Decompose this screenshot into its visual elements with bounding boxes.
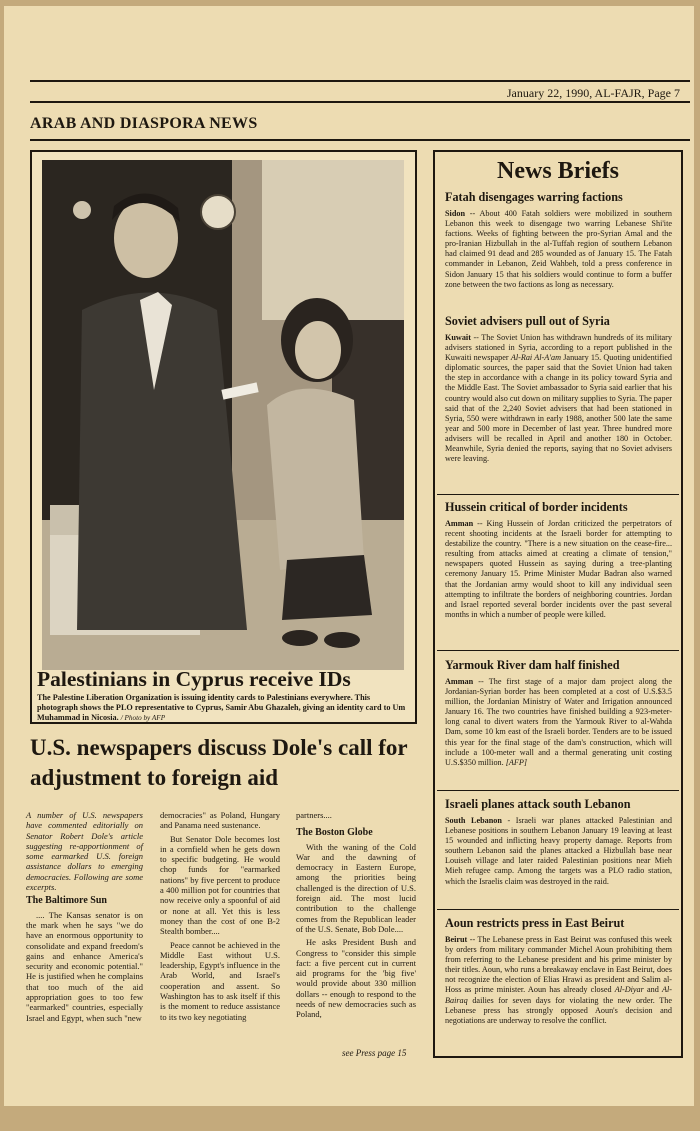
header-rule-bottom [30, 139, 690, 141]
brief-item [445, 190, 672, 290]
photo-story-box [30, 150, 417, 724]
brief-separator [437, 790, 679, 791]
paragraph: Peace cannot be achieved in the Middle East without U.S. leadership, Egypt's influence in the Arab World, and Israel's cooperation and assent. So Washington has to ask itself if this is the moment to reduce assistance to its two key negotiating [160, 939, 280, 1022]
brief-separator [437, 909, 679, 910]
brief-text: Sidon -- About 400 Fatah soldiers were mobilized in southern Lebanon this week to disengage two warring Lebanese Shi'ite factions. Weeks of fighting between the pro-Syrian Amal and the pro-Iranian Hizbullah in the al-Tuffah region of southern Lebanon had claimed 91 dead and 285 wounded as of January 15. The Fatah commander in Lebanon, Zeid Wahbeh, told a press conference in Sidon January 15 that his soldiers would continue to form a buffer zone between the two factions as long as necessary. [445, 209, 672, 289]
photo-headline: Palestinians in Cyprus receive IDs [37, 667, 351, 691]
main-headline: U.S. newspapers discuss Dole's call for adjustment to foreign aid [30, 735, 408, 790]
paragraph: partners.... [296, 810, 332, 820]
brief-heading: Hussein critical of border incidents [445, 500, 628, 514]
subhead-baltimore-sun: The Baltimore Sun [26, 895, 107, 907]
brief-text: Amman -- King Hussein of Jordan criticized the perpetrators of recent shooting incidents at the Israeli border for attempting to destabilize the country. "There is a new situation on the cease-fire... resulting from attacks aimed at creating a climate of tension," newspapers quoted Hussein as saying during a tree-planting ceremony January 15. Prime Minister Mudar Badran also warned that the Jordanian army would shoot to kill any individual seen attempting to infiltrate the borders of neighboring countries. Jordan and Israel reported several border incidents over the past several months in which a number of people were killed. [445, 519, 672, 619]
brief-item [445, 797, 672, 887]
paragraph: democracies" as Poland, Hungary and Panama need sustenance. [160, 810, 280, 831]
header-rule-top [30, 80, 690, 82]
paragraph: With the waning of the Cold War and the dawning of democracy in Eastern Europe, among the priorities being challenged is the direction of U.S. foreign aid. The most lucid contribution to the challenge comes from the Republican leader of the U.S. Senate, Bob Dole.... [296, 841, 416, 934]
news-briefs-box [433, 150, 683, 1058]
photo-credit: / Photo by AFP [120, 714, 166, 722]
brief-text: Kuwait -- The Soviet Union has withdrawn hundreds of its military advisers stationed in Syria, according to a report published in the Kuwaiti newspaper Al-Rai Al-A'am January 15. Quoting unidentified diplomatic sources, the paper said that the Soviet Union had taken the step in accordance with a change in its policy toward Syria and the Middle East. The Soviet ambassador to Syria said earlier that his country would also cut down on military supplies to Syria. The paper said that of the 2,240 Soviet advisers that had been stationed in Syria, 550 were withdrawn in early 1988, another 500 late the same year and 500 more in December of last year. Three hundred more advisers will be recalled in April and another 180 in October. Meanwhile, Syria denied the reports, saying that no Soviet advisers were leaving. [445, 333, 672, 464]
brief-item [445, 500, 672, 620]
brief-item [445, 658, 672, 768]
brief-text: Beirut -- The Lebanese press in East Beirut was confused this week by orders from military commander Michel Aoun prohibiting them from referring to the Lebanese president and his prime minister by their titles. Aoun, who runs a breakaway enclave in East Beirut, does not recognize the election of Elias Hrawi as president and Salim al-Hoss as prime minister. Aoun has already closed Al-Diyar and Al-Bairaq dailies for seven days for violating the new order. The Lebanese press has strongly opposed Aoun's decision and negotiations are underway to resolve the conflict. [445, 935, 672, 1025]
dateline: January 22, 1990, AL-FAJR, Page 7 [506, 86, 680, 100]
column-3 [296, 810, 416, 1023]
brief-heading: Aoun restricts press in East Beirut [445, 916, 625, 930]
brief-heading: Israeli planes attack south Lebanon [445, 797, 631, 811]
paragraph: He asks President Bush and Congress to "consider this simple fact: a five percent cut in current aid programs for the 'big five' would provide about 330 million dollars -- enough to respond to the needs of new democracies such as Poland, [296, 937, 416, 1020]
brief-heading: Yarmouk River dam half finished [445, 658, 620, 672]
brief-separator [437, 650, 679, 651]
paragraph: But Senator Dole becomes lost in a cornfield when he gets down to specific budgeting. He would chop funds for "earmarked nations" by five percent to produce a 400 million pot for countries that now receive only a spoonful of aid or none at all. Yet this is less money than the cost of one B-2 Stealth bomber.... [160, 833, 280, 937]
section-title: ARAB AND DIASPORA NEWS [30, 115, 258, 132]
brief-text: Amman -- The first stage of a major dam project along the Jordanian-Syrian border has been completed at a cost of U.S.$3.5 million, the Jordanian Ministry of Water and Irrigation announced January 16. The two countries have finished building a 923-meter-long canal to divert waters from the Yarmouk River to al-Wahda Dam, some 10 km east of the Israeli border. Tenders are to be issued this year for the final stage of the dam's construction, which will include a 100-meter wall and a thermal generating unit costing U.S.$350 million. [AFP] [445, 677, 672, 767]
caption-text: The Palestine Liberation Organization is issuing identity cards to Palestinians everywhere. This photograph shows the PLO representative to Cyprus, Samir Abu Ghazaleh, giving an identity card to Um Muhammad in Nicosia. [37, 693, 406, 722]
header-rule-mid [30, 101, 690, 103]
news-photo [42, 160, 404, 670]
brief-separator [437, 494, 679, 495]
continued-reference: see Press page 15 [342, 1048, 407, 1058]
briefs-title: News Briefs [497, 158, 619, 184]
photo-illustration [42, 160, 404, 670]
paragraph: .... The Kansas senator is on the mark when he says "we do have an enormous opportunity to consolidate and expand freedom's gains and enhance America's security and economic potential." He is justified when he complains that too much of the aid appropriation goes to too few "earmarked" countries, especially Israel and Egypt, when such "new [26, 909, 143, 1023]
brief-heading: Soviet advisers pull out of Syria [445, 314, 610, 328]
intro-paragraph: A number of U.S. newspapers have commented editorially on Senator Robert Dole's article suggesting re-apportionment of some earmarked U.S. foreign assistance dollars to emerging democracies. Following are some excerpts. [26, 810, 143, 893]
column-2 [160, 810, 280, 1025]
brief-item [445, 916, 672, 1026]
brief-text: South Lebanon - Israeli war planes attacked Palestinian and Lebanese positions in southern Lebanon January 19 leaving at least 15 wounded and inflicting heavy property damage. Reports from southern Lebanon said the planes attacked a Hizbullah base near Louiseh village and later raided Palestinian positions near Mieh Mieh refugee camp. Among the targets was a PLO radio station, which the Israelis claim was destroyed in the raid. [445, 816, 672, 886]
brief-heading: Fatah disengages warring factions [445, 190, 623, 204]
brief-item [445, 314, 672, 464]
column-1 [26, 810, 143, 1026]
subhead-boston-globe: The Boston Globe [296, 827, 373, 839]
photo-caption [37, 693, 413, 723]
